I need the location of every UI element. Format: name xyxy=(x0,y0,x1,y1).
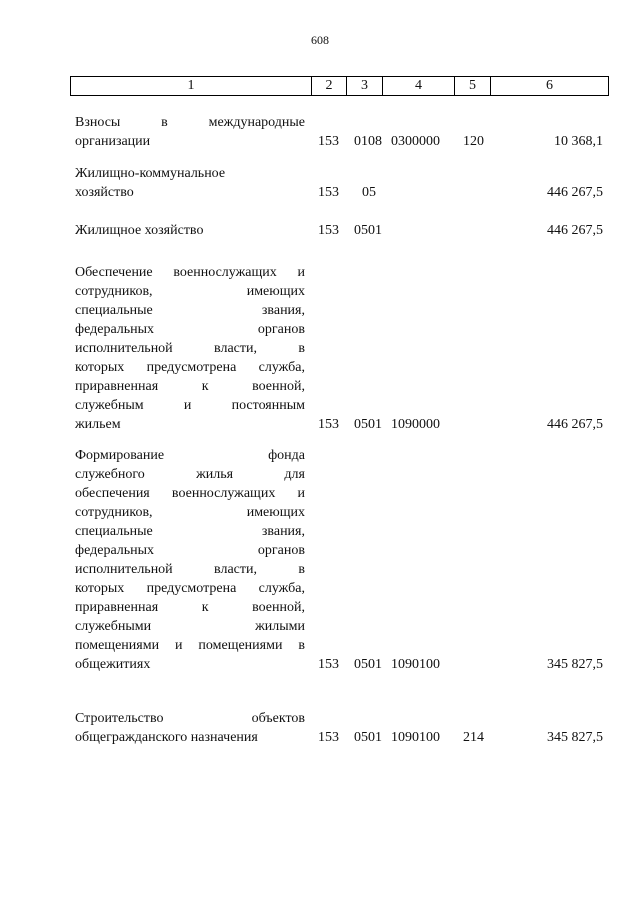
row-name-line: Формирование фонда xyxy=(75,448,305,463)
col-header-6: 6 xyxy=(491,77,609,96)
row-amount: 10 368,1 xyxy=(554,134,603,149)
row-target: 1090000 xyxy=(391,417,440,432)
row-chapter: 153 xyxy=(318,730,339,745)
row-name xyxy=(75,709,305,747)
table-row xyxy=(0,221,640,240)
col-header-4: 4 xyxy=(383,77,455,96)
table-row xyxy=(0,164,640,202)
row-name-line: Жилищно-коммунальное xyxy=(75,166,226,181)
row-expense-type: 120 xyxy=(463,134,484,149)
table-row xyxy=(0,709,640,747)
row-name-line: приравненная к военной, xyxy=(75,600,305,615)
row-name-line: служебным и постоянным xyxy=(75,398,305,413)
row-name-line: жильем xyxy=(75,417,121,432)
row-amount: 446 267,5 xyxy=(547,223,603,238)
row-amount: 446 267,5 xyxy=(547,417,603,432)
row-name-line: общегражданского назначения xyxy=(75,730,258,745)
row-name xyxy=(75,446,305,674)
col-header-3: 3 xyxy=(347,77,383,96)
row-chapter: 153 xyxy=(318,134,339,149)
row-name-line: которых предусмотрена служба, xyxy=(75,581,305,596)
row-name-line: исполнительной власти, в xyxy=(75,341,305,356)
column-header-table xyxy=(70,76,609,96)
row-chapter: 153 xyxy=(318,657,339,672)
row-name-line: служебными жилыми xyxy=(75,619,305,634)
row-name-line: обеспечения военнослужащих и xyxy=(75,486,305,501)
row-name-line: сотрудников, имеющих xyxy=(75,505,305,520)
row-amount: 345 827,5 xyxy=(547,657,603,672)
row-section: 05 xyxy=(362,185,376,200)
row-target: 0300000 xyxy=(391,134,440,149)
row-name xyxy=(75,263,305,434)
row-name-line: помещениями и помещениями в xyxy=(75,638,305,653)
row-name-line: сотрудников, имеющих xyxy=(75,284,305,299)
row-target: 1090100 xyxy=(391,730,440,745)
row-section: 0501 xyxy=(354,657,382,672)
row-section: 0501 xyxy=(354,223,382,238)
col-header-5: 5 xyxy=(455,77,491,96)
row-name-line: специальные звания, xyxy=(75,303,305,318)
row-expense-type: 214 xyxy=(463,730,484,745)
row-amount: 446 267,5 xyxy=(547,185,603,200)
table-row xyxy=(0,263,640,434)
column-header-row xyxy=(71,77,609,96)
col-header-1: 1 xyxy=(71,77,312,96)
row-name-line: Взносы в международные xyxy=(75,115,305,130)
row-section: 0108 xyxy=(354,134,382,149)
row-name-line: федеральных органов xyxy=(75,322,305,337)
row-name-line: приравненная к военной, xyxy=(75,379,305,394)
row-name-line: которых предусмотрена служба, xyxy=(75,360,305,375)
row-name-line: хозяйство xyxy=(75,185,134,200)
row-name-line: Жилищное хозяйство xyxy=(75,223,204,238)
row-chapter: 153 xyxy=(318,185,339,200)
row-name xyxy=(75,164,305,202)
row-chapter: 153 xyxy=(318,417,339,432)
row-name-line: общежитиях xyxy=(75,657,151,672)
row-chapter: 153 xyxy=(318,223,339,238)
row-name-line: служебного жилья для xyxy=(75,467,305,482)
row-name-line: специальные звания, xyxy=(75,524,305,539)
row-section: 0501 xyxy=(354,730,382,745)
row-target: 1090100 xyxy=(391,657,440,672)
row-name xyxy=(75,221,305,240)
page-number: 608 xyxy=(311,33,329,47)
row-name xyxy=(75,113,305,151)
table-row xyxy=(0,113,640,151)
row-section: 0501 xyxy=(354,417,382,432)
table-row xyxy=(0,446,640,674)
row-amount: 345 827,5 xyxy=(547,730,603,745)
col-header-2: 2 xyxy=(312,77,347,96)
row-name-line: Строительство объектов xyxy=(75,711,305,726)
row-name-line: федеральных органов xyxy=(75,543,305,558)
row-name-line: Обеспечение военнослужащих и xyxy=(75,265,305,280)
row-name-line: исполнительной власти, в xyxy=(75,562,305,577)
row-name-line: организации xyxy=(75,134,151,149)
